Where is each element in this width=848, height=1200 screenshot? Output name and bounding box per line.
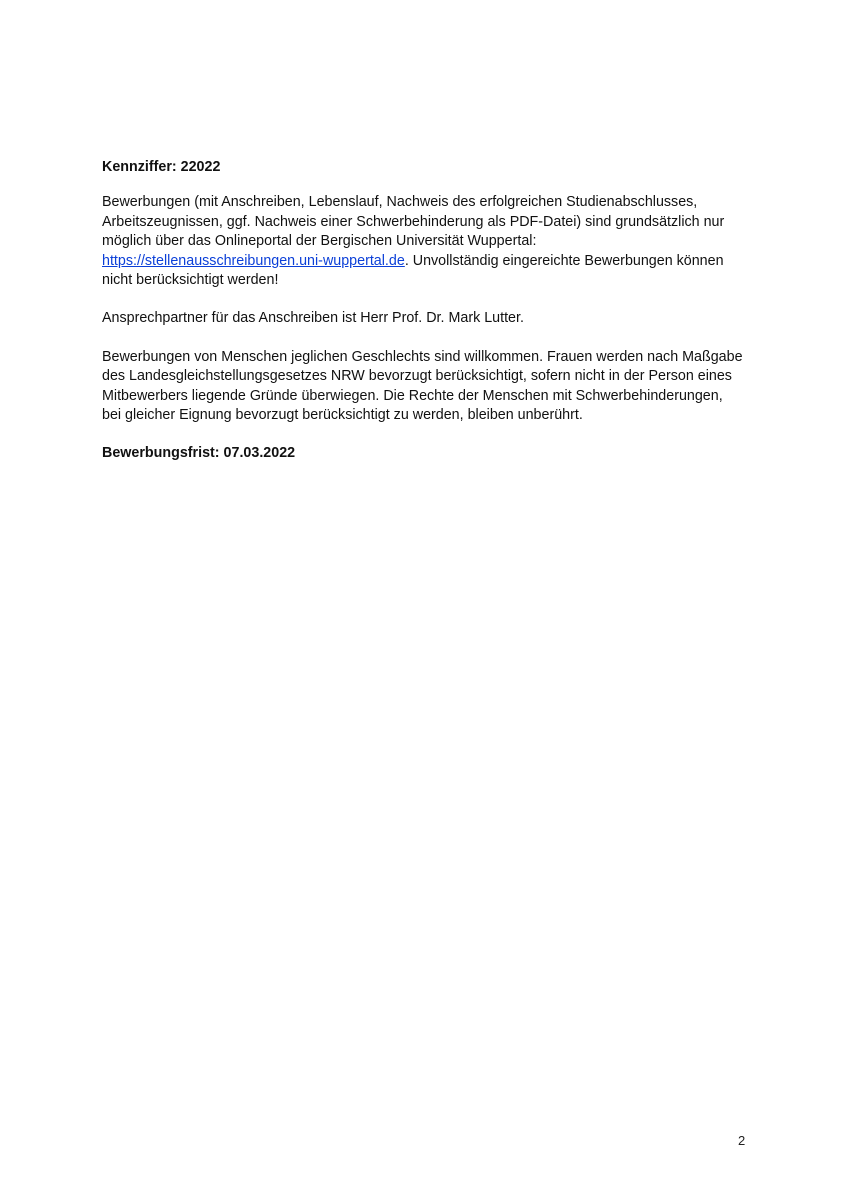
equality-line-4: bei gleicher Eignung bevorzugt berücksichtigt zu werden, bleiben unberührt. [102, 407, 583, 424]
application-line-4 [102, 252, 752, 271]
after-link-text: . Unvollständig eingereichte Bewerbungen können [404, 252, 724, 269]
application-line-2: Arbeitszeugnissen, ggf. Nachweis einer Schwerbehinderung als PDF-Datei) sind grundsätzlich nur [102, 213, 725, 230]
application-line-5: nicht berücksichtigt werden! [102, 272, 279, 289]
contact-paragraph: Ansprechpartner für das Anschreiben ist Herr Prof. Dr. Mark Lutter. [102, 310, 524, 327]
application-line-3: möglich über das Onlineportal der Bergischen Universität Wuppertal: [102, 233, 537, 250]
application-deadline: Bewerbungsfrist: 07.03.2022 [102, 445, 296, 462]
application-line-1: Bewerbungen (mit Anschreiben, Lebenslauf, Nachweis des erfolgreichen Studienabschlusses, [102, 194, 698, 211]
application-paragraph [102, 193, 752, 290]
equality-line-1: Bewerbungen von Menschen jeglichen Geschlechts sind willkommen. Frauen werden nach Maßgabe [102, 348, 743, 365]
portal-link[interactable]: https://stellenausschreibungen.uni-wuppertal.de [102, 252, 405, 269]
equality-line-2: des Landesgleichstellungsgesetzes NRW bevorzugt berücksichtigt, sofern nicht in der Person eines [102, 368, 732, 385]
page-content [102, 158, 752, 464]
equality-line-3: Mitbewerbers liegende Gründe überwiegen. Die Rechte der Menschen mit Schwerbehinderungen, [102, 387, 723, 404]
equality-paragraph [102, 348, 752, 426]
page-number: 2 [738, 1133, 746, 1148]
reference-number: Kennziffer: 22022 [102, 159, 221, 175]
